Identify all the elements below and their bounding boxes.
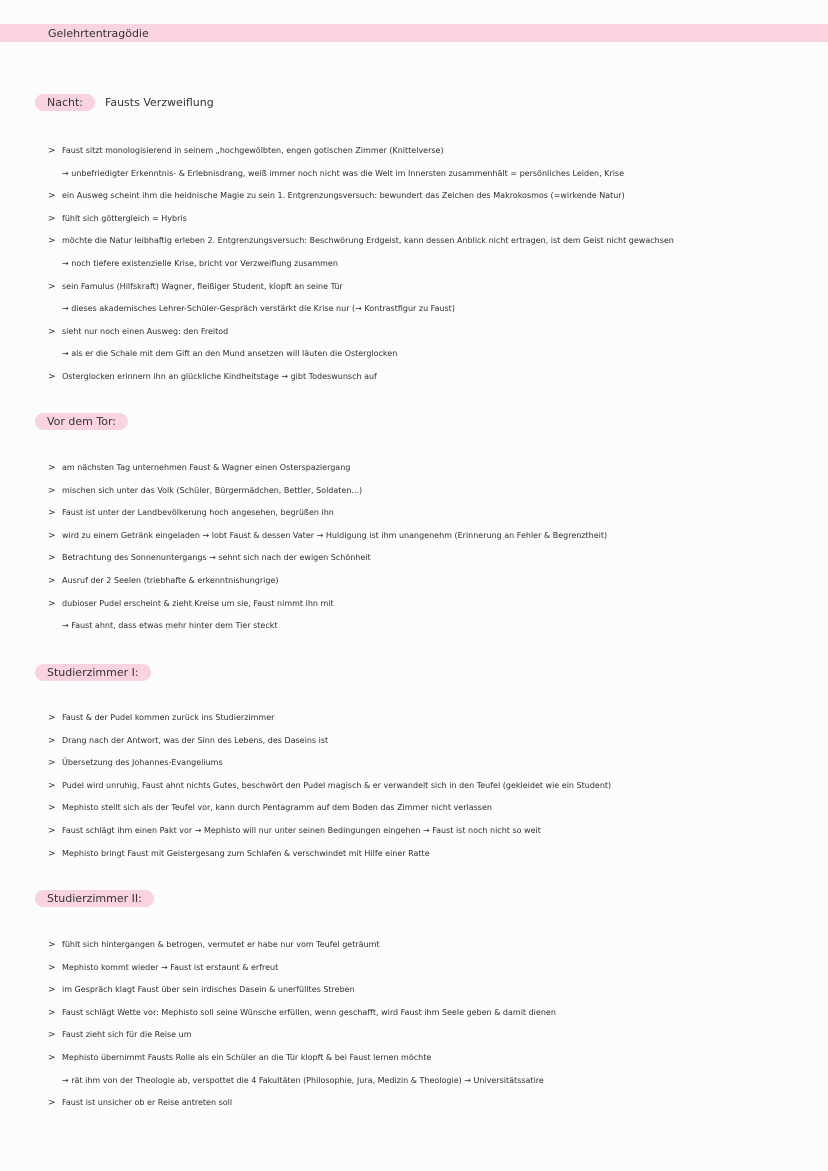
bullet-item [48,599,334,609]
section-heading-label: Nacht: [35,94,95,111]
bullet-item [48,1030,192,1040]
line-text: sein Famulus (Hilfskraft) Wagner, fleißiger Student, klopft an seine Tür [62,281,343,291]
line-text: → Faust ahnt, dass etwas mehr hinter dem Tier steckt [62,621,278,631]
bullet-item [48,531,607,541]
line-text: Drang nach der Antwort, was der Sinn des Lebens, des Daseins ist [62,735,329,745]
bullet-item [48,781,611,791]
bullet-item [48,553,371,563]
sub-item [62,621,278,631]
chevron-right-icon: > [48,1007,56,1018]
line-text: Übersetzung des Johannes-Evangeliums [62,758,223,768]
chevron-right-icon: > [48,191,56,202]
section-subtitle: Fausts Verzweiflung [105,96,214,109]
chevron-right-icon: > [48,236,56,247]
line-text: Osterglocken erinnern ihn an glückliche Kindheitstage → gibt Todeswunsch auf [62,372,377,381]
line-text: wird zu einem Getränk eingeladen → lobt Faust & dessen Vater → Huldigung ist ihm unangenehm (Erinnerung an Fehler & Begrenztheit) [62,530,608,540]
line-text: fühlt sich göttergleich = Hybris [62,213,187,223]
line-text: am nächsten Tag unternehmen Faust & Wagner einen Osterspaziergang [62,463,351,472]
bullet-item [48,486,362,496]
bullet-item [48,1053,431,1063]
bullet-item [48,463,350,473]
line-text: Faust & der Pudel kommen zurück ins Studierzimmer [62,713,275,722]
sub-item [62,349,397,359]
line-text: Mephisto übernimmt Fausts Rolle als ein Schüler an die Tür klopft & bei Faust lernen möchte [62,1053,432,1062]
bullet-item [48,849,430,859]
section-heading [35,664,151,681]
line-text: Ausruf der 2 Seelen (triebhafte & erkenntnishungrige) [62,576,279,585]
bullet-item [48,372,377,382]
line-text: Faust ist unsicher ob er Reise antreten soll [62,1098,233,1108]
line-text: mischen sich unter das Volk (Schüler, Bürgermädchen, Bettler, Soldaten...) [62,485,363,495]
line-text: → unbefriedigter Erkenntnis- & Erlebnisdrang, weiß immer noch nicht was die Welt im Innersten zusammenhält = persönliches Leiden, Krise [62,168,625,178]
bullet-item [48,146,444,156]
bullet-item [48,940,380,950]
line-text: → rät ihm von der Theologie ab, verspottet die 4 Fakultäten (Philosophie, Jura, Medizin & Theologie) → Universitätssatire [62,1075,544,1085]
section-heading-label: Vor dem Tor: [35,413,128,430]
line-text: Faust schlägt Wette vor: Mephisto soll seine Wünsche erfüllen, wenn geschafft, wird Faust ihm Seele geben & damit dienen [62,1007,556,1017]
bullet-item [48,713,274,723]
line-text: Betrachtung des Sonnenuntergangs → sehnt sich nach der ewigen Schönheit [62,553,371,563]
bullet-item [48,736,328,746]
chevron-right-icon: > [48,803,56,814]
bullet-item [48,803,492,813]
chevron-right-icon: > [48,826,56,836]
chevron-right-icon: > [48,508,56,519]
page-title: Gelehrtentragödie [48,27,149,40]
sub-item [62,304,455,314]
line-text: möchte die Natur leibhaftig erleben 2. Entgrenzungsversuch: Beschwörung Erdgeist, kann dessen Anblick nicht ertragen, ist dem Geist nicht gewachsen [62,236,674,246]
bullet-item [48,985,355,995]
line-text: → dieses akademisches Lehrer-Schüler-Gespräch verstärkt die Krise nur (→ Kontrastfigur zu Faust) [62,304,455,314]
line-text: → als er die Schale mit dem Gift an den Mund ansetzen will läuten die Osterglocken [62,349,398,359]
chevron-right-icon: > [48,735,56,746]
line-text: Mephisto bringt Faust mit Geistergesang zum Schlafen & verschwindet mit Hilfe einer Ratte [62,848,430,858]
bullet-item [48,826,541,836]
chevron-right-icon: > [48,848,56,859]
line-text: Mephisto stellt sich als der Teufel vor, kann durch Pentagramm auf dem Boden das Zimmer nicht verlassen [62,803,492,813]
section-heading [35,94,214,111]
chevron-right-icon: > [48,1030,56,1041]
chevron-right-icon: > [48,1098,56,1109]
bullet-item [48,327,228,337]
line-text: Mephisto kommt wieder → Faust ist erstaunt & erfreut [62,962,279,972]
chevron-right-icon: > [48,940,56,950]
line-text: Faust schlägt ihm einen Pakt vor → Mephisto will nur unter seinen Bedingungen eingehen → Faust ist noch nicht so weit [62,826,541,835]
chevron-right-icon: > [48,1053,56,1063]
chevron-right-icon: > [48,553,56,564]
sub-item [62,1076,544,1086]
section-heading-label: Studierzimmer II: [35,890,154,907]
chevron-right-icon: > [48,598,56,609]
chevron-right-icon: > [48,463,56,473]
chevron-right-icon: > [48,485,56,496]
bullet-item [48,758,223,768]
bullet-item [48,1098,232,1108]
bullet-item [48,508,334,518]
chevron-right-icon: > [48,281,56,292]
bullet-item [48,191,625,201]
line-text: dubioser Pudel erscheint & zieht Kreise um sie, Faust nimmt ihn mit [62,598,334,608]
line-text: → noch tiefere existenzielle Krise, bricht vor Verzweiflung zusammen [62,259,338,268]
sub-item [62,169,624,179]
line-text: fühlt sich hintergangen & betrogen, vermutet er habe nur vom Teufel geträumt [62,940,380,949]
chevron-right-icon: > [48,372,56,382]
bullet-item [48,282,343,292]
section-heading [35,890,154,907]
chevron-right-icon: > [48,985,56,996]
chevron-right-icon: > [48,780,56,791]
chevron-right-icon: > [48,146,56,156]
chevron-right-icon: > [48,530,56,541]
bullet-item [48,1008,556,1018]
chevron-right-icon: > [48,576,56,586]
sub-item [62,259,338,269]
chevron-right-icon: > [48,962,56,973]
bullet-item [48,214,187,224]
line-text: Pudel wird unruhig, Faust ahnt nichts Gutes, beschwört den Pudel magisch & er verwandelt sich in den Teufel (gekleidet wie ein Student) [62,780,612,790]
chevron-right-icon: > [48,758,56,769]
line-text: sieht nur noch einen Ausweg: den Freitod [62,326,229,336]
section-heading [35,413,128,430]
chevron-right-icon: > [48,326,56,337]
line-text: im Gespräch klagt Faust über sein irdisches Dasein & unerfülltes Streben [62,985,355,995]
line-text: ein Ausweg scheint ihm die heidnische Magie zu sein 1. Entgrenzungsversuch: bewundert das Zeichen des Makrokosmos (=wirkende Natur) [62,191,625,201]
line-text: Faust sitzt monologisierend in seinem „hochgewölbten, engen gotischen Zimmer (Knittelverse) [62,146,444,155]
line-text: Faust zieht sich für die Reise um [62,1030,192,1040]
section-heading-label: Studierzimmer I: [35,664,151,681]
chevron-right-icon: > [48,213,56,224]
bullet-item [48,236,674,246]
bullet-item [48,963,278,973]
chevron-right-icon: > [48,713,56,723]
line-text: Faust ist unter der Landbevölkerung hoch angesehen, begrüßen ihn [62,508,334,518]
bullet-item [48,576,279,586]
